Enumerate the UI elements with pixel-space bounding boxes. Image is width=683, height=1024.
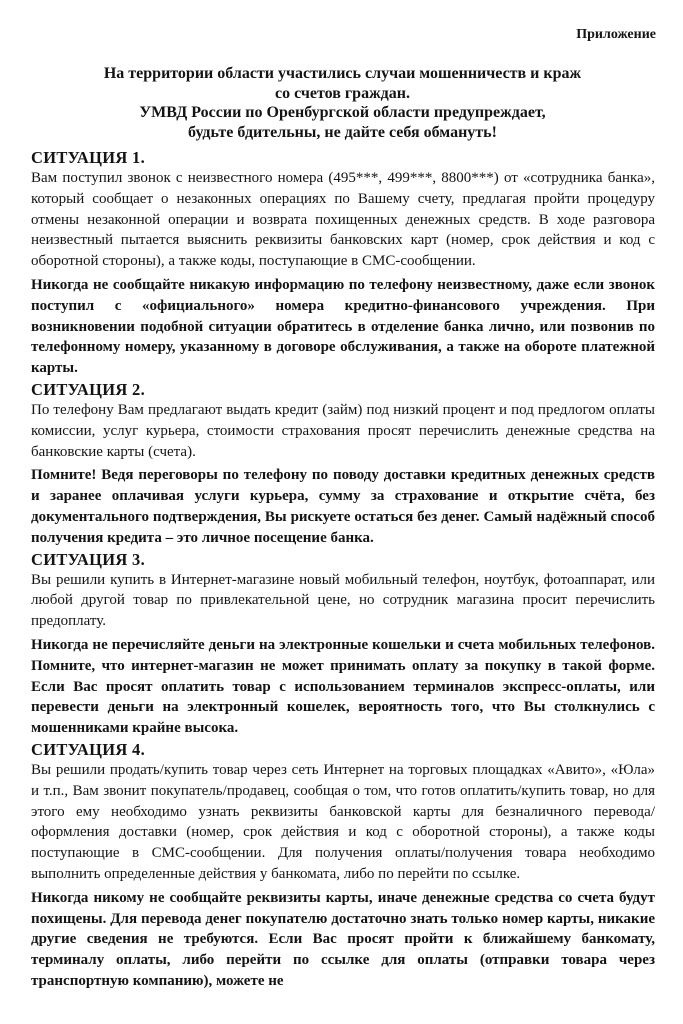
situation-2-warning: Помните! Ведя переговоры по телефону по поводу доставки кредитных денежных средств и заранее оплачивая услуги курьера, сумму за страхование и открытие счёта, без документального подтверждения, Вы рискуете остаться без денег. Самый надёжный способ получения кредита – это личное посещение банка.	[31, 467, 655, 546]
situation-3	[31, 549, 655, 739]
situation-1	[31, 147, 655, 379]
situation-3-warning: Никогда не перечисляйте деньги на электронные кошельки и счета мобильных телефонов. Помните, что интернет-магазин не может принимать оплату за покупку в такой форме. Если Вас просят оплатить товар с использованием терминалов экспресс-оплаты, или перевести деньги на электронный кошелек, вероятность того, что Вы столкнулись с мошенниками крайне высока.	[31, 636, 655, 737]
situation-4	[31, 739, 655, 992]
situation-2	[31, 379, 655, 549]
situation-4-text: Вы решили продать/купить товар через сеть Интернет на торговых площадках «Авито», «Юла» и т.п., Вам звонит покупатель/продавец, сообщая о том, что готов оплатить/купить товар, но для этого ему необходимо узнать реквизиты банковской карты для безналичного перевода/оформления доставки (номер, срок действия и код с оборотной стороны), а также коды поступающие в СМС-сообщении. Для получения оплаты/получения товара необходимо выполнить определенные действия у банкомата, либо по перейти по ссылке.	[31, 761, 655, 882]
situation-1-warning: Никогда не сообщайте никакую информацию по телефону неизвестному, даже если звонок поступил с «официального» номера кредитно-финансового учреждения. При возникновении подобной ситуации обратитесь в отделение банка лично, или позвонив по телефонному номеру, указанному в договоре обслуживания, а также на обороте платежной карты.	[31, 276, 655, 377]
situation-1-text: Вам поступил звонок с неизвестного номера (495***, 499***, 8800***) от «сотрудника банка», который сообщает о незаконных операциях по Вашему счету, предлагая пройти процедуру отмены незаконной операции и возврата похищенных денежных средств. В ходе разговора неизвестный пытается выяснить реквизиты банковских карт (номер, срок действия и код с оборотной стороны), а также коды, поступающие в СМС-сообщении.	[31, 170, 655, 270]
situation-4-warning: Никогда никому не сообщайте реквизиты карты, иначе денежные средства со счета будут похищены. Для перевода денег покупателю достаточно знать только номер карты, никакие другие сведения не требуются. Если Вас просят пройти к ближайшему банкомату, терминалу оплаты, либо перейти по ссылке для оплаты (отправки товара через транспортную компанию), можете не	[31, 889, 655, 989]
heading-line-1: На территории области участились случаи мошенничеств и краж	[103, 65, 582, 82]
heading-line-3: УМВД России по Оренбургской области предупреждает,	[139, 104, 546, 121]
situation-2-text: По телефону Вам предлагают выдать кредит (займ) под низкий процент и под предлогом оплаты комиссии, услуг курьера, стоимости страхования просят перечислить денежные средства на банковские карты (счета).	[31, 401, 655, 460]
heading-line-2: со счетов граждан.	[275, 84, 410, 102]
situation-3-text: Вы решили купить в Интернет-магазине новый мобильный телефон, ноутбук, фотоаппарат, или любой другой товар по привлекательной цене, но сотрудник магазина просит перечислить предоплату.	[31, 571, 655, 630]
situation-4-title: СИТУАЦИЯ 4.	[31, 739, 146, 759]
situation-2-title: СИТУАЦИЯ 2.	[31, 379, 146, 399]
document-body	[31, 147, 655, 992]
document-heading	[30, 64, 655, 142]
appendix-label: Приложение	[576, 27, 656, 42]
heading-line-4: будьте бдительны, не дайте себя обмануть!	[188, 123, 497, 141]
situation-1-title: СИТУАЦИЯ 1.	[31, 148, 146, 167]
situation-3-title: СИТУАЦИЯ 3.	[31, 549, 146, 569]
